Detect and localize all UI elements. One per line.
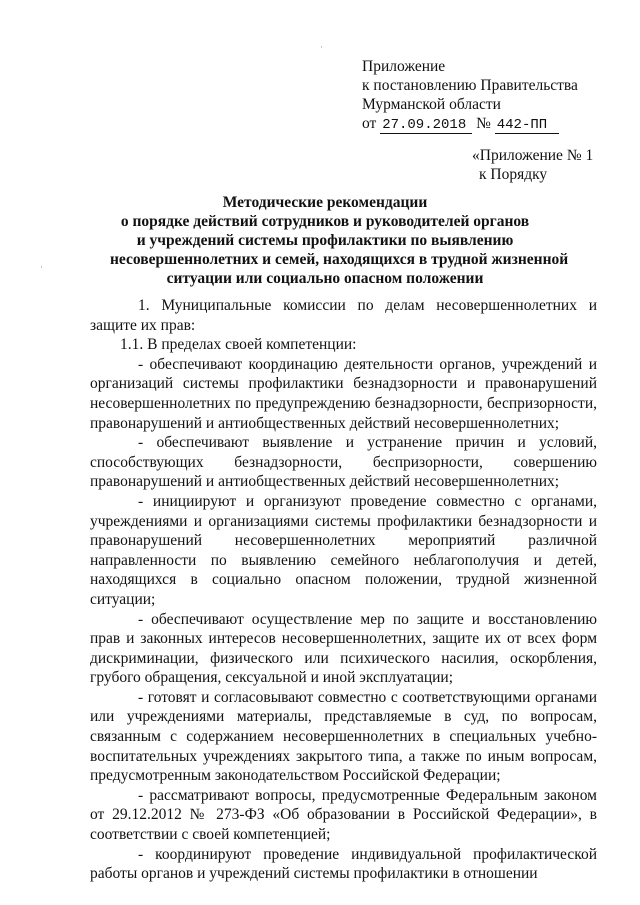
- number-prefix: №: [476, 115, 491, 132]
- approval-line-1: Приложение: [362, 58, 446, 75]
- annex-line-2: к Порядку: [479, 166, 548, 183]
- title-line-5: ситуации или социально опасном положении: [166, 270, 484, 287]
- paragraph-1-1: 1.1. В пределах своей компетенции:: [120, 336, 357, 354]
- annex-line-1: «Приложение № 1: [472, 147, 594, 164]
- list-item: - обеспечивают осуществление мер по защите и восстановлению прав и законных интересов несовершеннолетних, защите их от всех форм дискриминации, физического или психического насилия, оскорбления, грубого обращения, сексуальной и иной эксплуатации;: [90, 610, 597, 687]
- approval-line-3: Мурманской области: [362, 96, 501, 113]
- list-item: - инициируют и организуют проведение совместно с органами, учреждениями и организациями системы профилактики безнадзорности и правонарушений несовершеннолетних мероприятий различной направленности по выявлению семейного неблагополучия и детей, находящихся в социально опасном положении, трудной жизненной ситуации;: [90, 492, 597, 608]
- date-value: 27.09.2018: [380, 118, 472, 134]
- approval-block: [362, 57, 612, 134]
- document-body: [90, 296, 597, 884]
- paragraph-1: 1. Муниципальные комиссии по делам несовершеннолетних и защите их прав:: [90, 297, 597, 334]
- title-line-2: о порядке действий сотрудников и руководителей органов: [120, 213, 530, 230]
- list-item: - координируют проведение индивидуальной профилактической работы органов и учреждений системы профилактики в отношении: [90, 845, 597, 883]
- title-line-3: и учреждений системы профилактики по выявлению: [136, 232, 514, 249]
- approval-line-2: к постановлению Правительства: [362, 77, 578, 94]
- scan-speck: ·: [40, 262, 43, 272]
- list-item: - рассматривают вопросы, предусмотренные Федеральным законом от 29.12.2012 № 273-ФЗ «Об образовании в Российской Федерации», в соответствии с своей компетенцией;: [90, 786, 597, 844]
- list-item: - готовят и согласовывают совместно с соответствующими органами или учреждениями материалы, представляемые в суд, по вопросам, связанным с содержанием несовершеннолетних в специальных учебно-воспитательных учреждениях закрытого типа, а также по иным вопросам, предусмотренным законодательством Российской Федерации;: [90, 688, 597, 785]
- number-value: 442-ПП: [495, 118, 559, 134]
- list-item: - обеспечивают координацию деятельности органов, учреждений и организаций системы профилактики безнадзорности и правонарушений несовершеннолетних по предупреждению безнадзорности, беспризорности, правонарушений и антиобщественных действий несовершеннолетних;: [90, 355, 597, 432]
- approval-date-line: [362, 114, 612, 134]
- scan-speck: ·: [320, 42, 323, 52]
- annex-block: [472, 146, 622, 184]
- title-line-1: Методические рекомендации: [222, 194, 428, 211]
- date-prefix: от: [362, 115, 377, 132]
- title-line-4: несовершеннолетних и семей, находящихся в трудной жизненной: [110, 251, 569, 268]
- document-title: [110, 193, 569, 288]
- list-item: - обеспечивают выявление и устранение причин и условий, способствующих безнадзорности, беспризорности, совершению правонарушений и антиобщественных действий несовершеннолетних;: [90, 434, 597, 491]
